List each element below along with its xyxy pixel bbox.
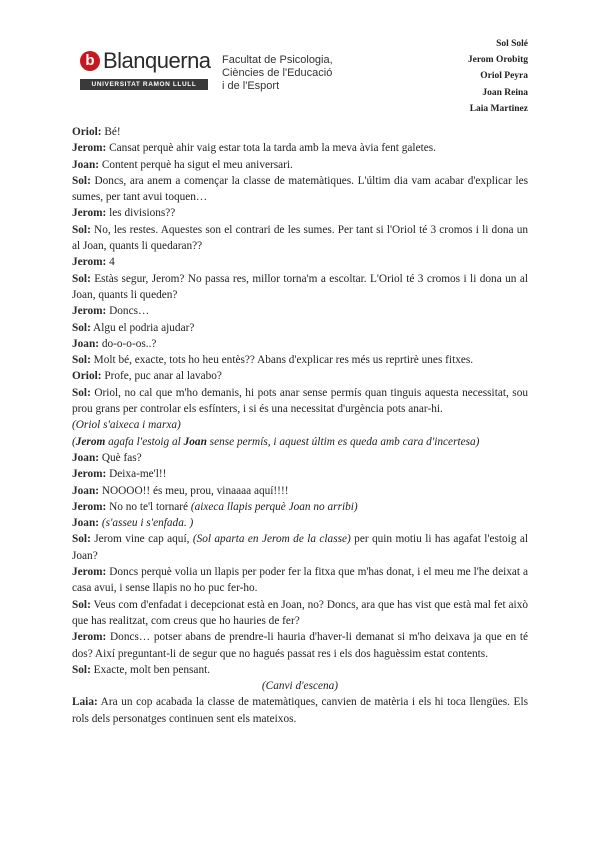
scene-change: (Canvi d'escena) [261, 680, 339, 693]
dialogue-text: Estàs segur, Jerom? No passa res, millor torna'm a escoltar. L'Oriol té 3 cromos i li dona un al Joan, quants li queden? [72, 272, 528, 301]
dialogue-line [72, 352, 528, 368]
speaker-name: Jerom: [72, 256, 107, 269]
dialogue-text: les divisions?? [106, 207, 176, 220]
speaker-name: Sol: [72, 272, 91, 285]
dialogue-line [72, 254, 528, 270]
dialogue-text: No, les restes. Aquestes son el contrari de les sumes. Per tant si l'Oriol té 3 cromos i li dona un al Joan, quants li quedaran?? [72, 223, 528, 253]
stage-direction: (Oriol s'aixeca i marxa) [72, 419, 181, 432]
author: Sol Solé [496, 39, 528, 49]
speaker-name: Jerom: [72, 142, 107, 155]
dialogue-line [72, 320, 528, 336]
speaker-name: Sol: [72, 354, 91, 367]
dialogue-text: do-o-o-os..? [99, 337, 157, 350]
dialogue-text: Doncs, ara anem a començar la classe de matemàtiques. L'últim dia vam acabar d'explicar les sumes, per tant avui toquen… [72, 174, 528, 204]
speaker-name: Jerom: [72, 468, 107, 481]
dialogue-line [72, 205, 528, 221]
script-body [72, 124, 528, 727]
dialogue-text: Bé! [101, 126, 121, 138]
dialogue-line [72, 483, 528, 499]
speaker-name: Jerom: [72, 207, 107, 220]
dialogue-text: Doncs… [106, 305, 150, 318]
speaker-name: Sol: [72, 223, 91, 236]
dialogue-line: Jerom: No no te'l tornaré (aixeca llapis perquè Joan no arribi) [72, 500, 358, 513]
dialogue-text: Algu el podria ajudar? [90, 321, 195, 334]
dialogue-text: Molt bé, exacte, tots ho heu entès?? Abans d'explicar res més us reprtirè unes fitxes. [90, 354, 474, 367]
author: Jerom Orobitg [467, 55, 528, 66]
dialogue-line [72, 140, 528, 156]
dialogue-text: Cansat perquè ahir vaig estar tota la tarda amb la meva àvia fent galetes. [106, 142, 436, 155]
speaker-name: Joan: [72, 451, 99, 464]
dialogue-line [72, 662, 528, 678]
author: Laia Martinez [469, 103, 528, 114]
blanquerna-logo [80, 50, 210, 92]
dialogue-line [72, 336, 528, 352]
speaker-name: Sol: [72, 663, 91, 676]
dialogue-text: Doncs… potser abans de prendre-li hauria d'haver-li demanat si m'ho deixava ja que en té dos? Així preguntant-li de segur que no hagués passat res i els dos haguèssim estat contents. [72, 631, 528, 660]
dialogue-text: Content perquè ha sigut el meu aniversari. [99, 158, 293, 171]
speaker-name: Joan: [72, 484, 99, 497]
dialogue-text: Doncs perquè volia un llapis per poder fer la fitxa que m'has donat, i el meu me l'he deixat a casa avui, i sense llapis no ho puc fer-ho. [72, 566, 528, 595]
speaker-name: Jerom: [72, 305, 107, 318]
speaker-name: Oriol: [72, 126, 102, 138]
dialogue-line [72, 303, 528, 319]
speaker-name: Sol: [72, 174, 91, 187]
speaker-name: Joan: [72, 337, 99, 350]
dialogue-line: Joan: (s'asseu i s'enfada. ) [72, 517, 194, 530]
stage-direction: (Jerom agafa l'estoig al Joan sense permís, i aquest últim es queda amb cara d'incertesa) [72, 435, 480, 448]
dialogue-line [72, 466, 528, 482]
dialogue-line: Sol: Jerom vine cap aquí, (Sol aparta en Jerom de la classe) per quin motiu li has agafat l'estoig al Joan? [72, 533, 529, 562]
dialogue-line [72, 385, 528, 418]
dialogue-line [72, 157, 528, 173]
dialogue-line [72, 450, 528, 466]
faculty-name: Facultat de Psicologia, Ciències de l'Educació i de l'Esport [222, 54, 333, 92]
speaker-name: Sol: [72, 598, 91, 611]
dialogue-text: Exacte, molt ben pensant. [90, 663, 211, 676]
dialogue-line [72, 564, 528, 597]
speaker-name: Jerom: [72, 566, 107, 579]
author: Joan Reina [482, 87, 528, 98]
dialogue-line [72, 597, 528, 630]
dialogue-line [72, 368, 528, 384]
dialogue-text: 4 [106, 256, 115, 269]
dialogue-text: Deixa-me'l!! [106, 468, 167, 481]
dialogue-text: Veus com d'enfadat i decepcionat està en Joan, no? Doncs, ara que has vist que està mal fet això que has realitzat, com creus que ho hauries de fer? [72, 598, 528, 627]
logo-b-icon: b [80, 51, 100, 71]
logo-subtitle: UNIVERSITAT RAMON LLULL [80, 79, 208, 90]
speaker-name: Sol: [72, 321, 91, 334]
dialogue-text: Profe, puc anar al lavabo? [101, 370, 222, 383]
dialogue-line [72, 629, 528, 662]
author-list [468, 36, 528, 117]
logo-name: Blanquerna [103, 48, 211, 73]
speaker-name: Joan: [72, 158, 99, 171]
dialogue-line [72, 222, 528, 255]
dialogue-line [72, 271, 528, 304]
dialogue-text: NOOOO!! és meu, prou, vinaaaa aquí!!!! [99, 484, 289, 497]
dialogue-line [72, 124, 528, 140]
dialogue-text: Què fas? [99, 451, 142, 464]
speaker-name: Jerom: [72, 631, 107, 644]
dialogue-line [72, 173, 528, 206]
speaker-name: Sol: [72, 386, 91, 399]
dialogue-line: Laia: Ara un cop acabada la classe de matemàtiques, canvien de matèria i els hi toca llengües. Els rols dels personatges continuen sent els mateixos. [72, 696, 528, 725]
author: Oriol Peyra [480, 71, 528, 82]
dialogue-text: Oriol, no cal que m'ho demanis, hi pots anar sense permís quan tinguis aquesta necessitat, sou prou grans per controlar els esfínters, i si és una necessitat d'urgència pots anar-hi. [72, 386, 528, 416]
speaker-name: Oriol: [72, 370, 102, 383]
page-header [0, 0, 600, 120]
